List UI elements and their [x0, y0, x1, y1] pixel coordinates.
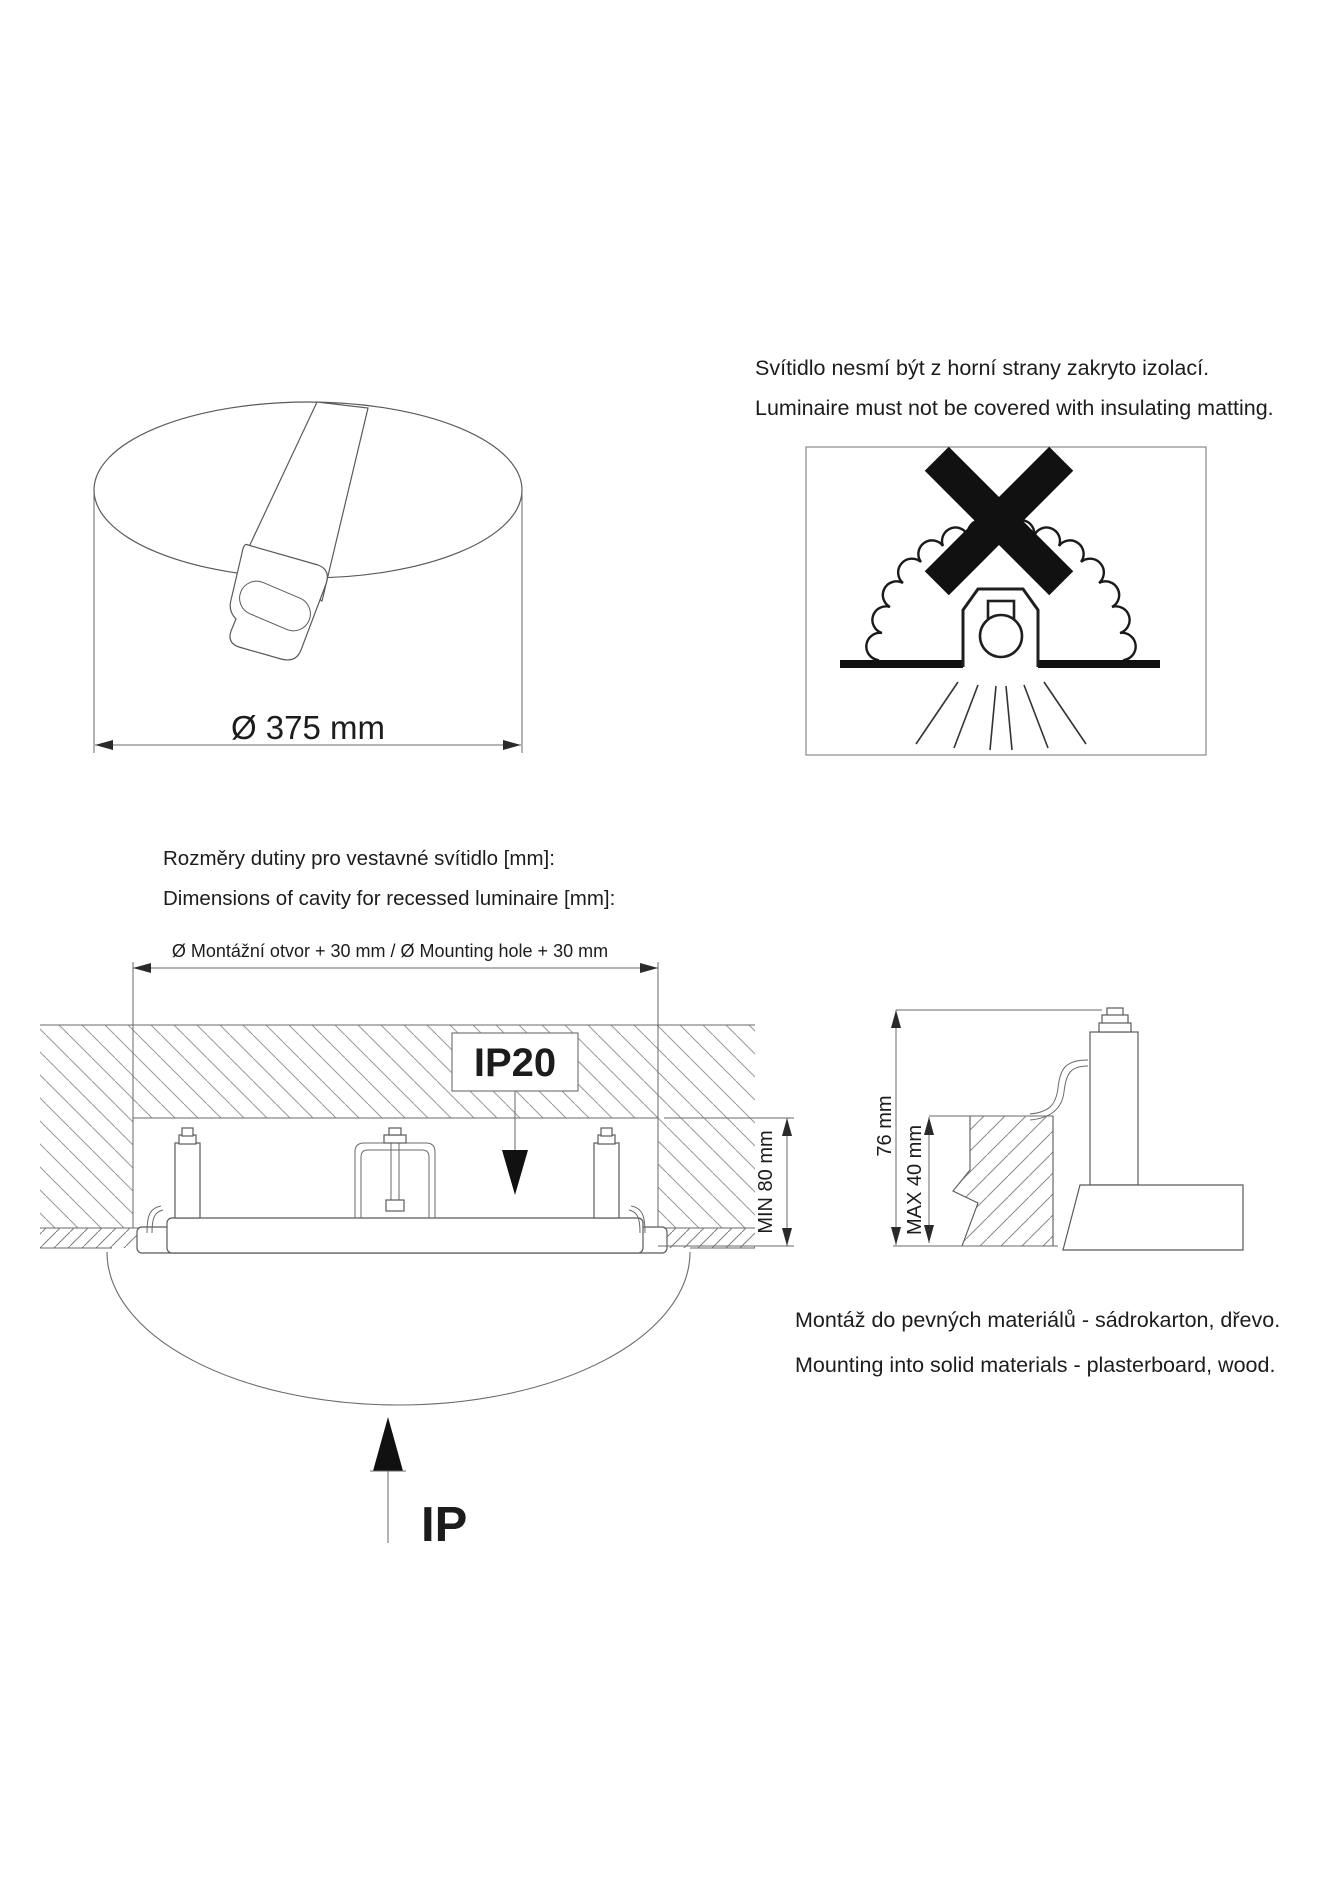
- ceiling-slab-hatch: [40, 1025, 755, 1228]
- warning-text-cz: Svítidlo nesmí být z horní strany zakryto izolací.: [755, 356, 1210, 380]
- lamp-bulb: [980, 615, 1022, 657]
- luminaire-plate: [167, 1218, 643, 1253]
- clip-post: [1090, 1032, 1138, 1185]
- cavity-heading-en: Dimensions of cavity for recessed luminaire [mm]:: [163, 887, 616, 910]
- ip-arrow-figure: [370, 1417, 467, 1552]
- mounting-note-en: Mounting into solid materials - plasterboard, wood.: [795, 1353, 1276, 1377]
- luminaire-dome: [107, 1252, 690, 1405]
- detail-luminaire-base: [1063, 1185, 1243, 1250]
- total-height-label: 76 mm: [874, 1095, 896, 1157]
- mounting-hole-dim-label: Ø Montážní otvor + 30 mm / Ø Mounting hole + 30 mm: [171, 941, 609, 961]
- dim-arrow-left: [95, 740, 113, 750]
- centre-bracket: [355, 1128, 435, 1218]
- ceiling-bar-right: [1038, 660, 1160, 668]
- ip-label: IP: [421, 1498, 468, 1552]
- cavity-heading-cz: Rozměry dutiny pro vestavné svítidlo [mm]:: [163, 847, 555, 870]
- min-depth-label: MIN 80 mm: [755, 1130, 777, 1234]
- insulation-warning-figure: [806, 447, 1206, 755]
- cavity-cross-section: [40, 941, 794, 1405]
- max-thickness-label: MAX 40 mm: [904, 1124, 926, 1236]
- detail-spring-clip: [1030, 1060, 1088, 1120]
- cutout-figure: [94, 402, 522, 753]
- mounting-note-cz: Montáž do pevných materiálů - sádrokarton, dřevo.: [795, 1308, 1281, 1332]
- warning-text-en: Luminaire must not be covered with insulating matting.: [755, 396, 1274, 420]
- dim-arrow-right: [503, 740, 521, 750]
- ceiling-material-block: [953, 1116, 1053, 1246]
- fixing-bolt-right: [594, 1128, 619, 1218]
- ip-up-arrow: [373, 1417, 403, 1471]
- ip20-label: IP20: [473, 1041, 557, 1085]
- clip-post-nut: [1099, 1008, 1131, 1032]
- hole-diameter-label: Ø 375 mm: [230, 709, 386, 746]
- side-mount-detail: [874, 1008, 1243, 1250]
- fixing-bolt-left: [175, 1128, 200, 1218]
- ip20-arrow: [502, 1150, 528, 1195]
- ceiling-bar-left: [840, 660, 963, 668]
